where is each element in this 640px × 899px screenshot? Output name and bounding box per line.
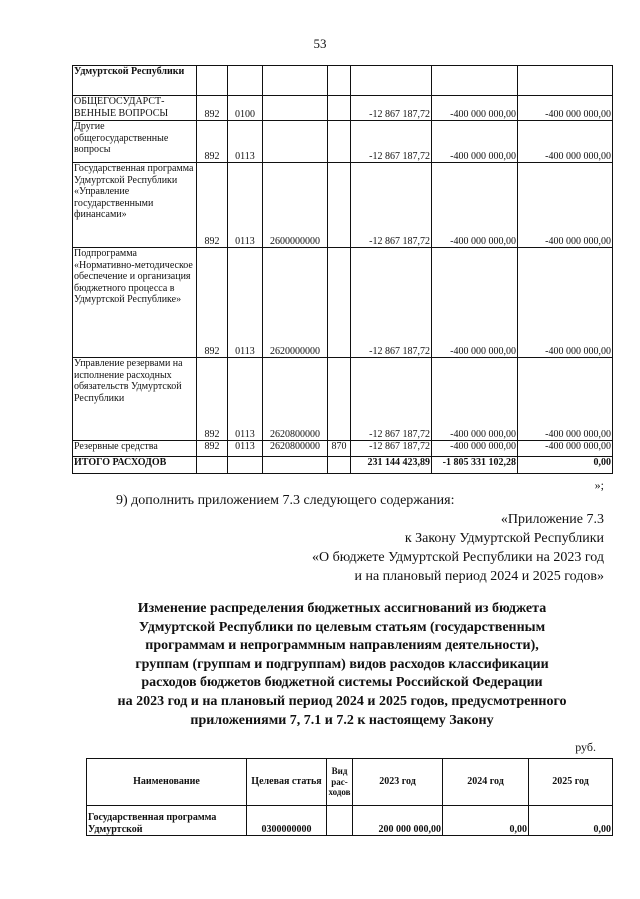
- header-vr: Вид рас-ходов: [327, 759, 353, 806]
- appendix-line: «О бюджете Удмуртской Республики на 2023 год: [311, 550, 604, 565]
- appendix-line: и на плановый период 2024 и 2025 годов»: [354, 569, 604, 584]
- csr-cell: 0300000000: [247, 806, 327, 836]
- y2024-cell: -400 000 000,00: [432, 163, 518, 248]
- csr-cell: 2620800000: [263, 358, 328, 441]
- y2024-cell: -400 000 000,00: [432, 121, 518, 163]
- appendix-line: «Приложение 7.3: [500, 512, 604, 527]
- csr-cell: [263, 66, 328, 96]
- table-row: [73, 441, 613, 457]
- document-heading: [72, 600, 612, 730]
- y2024-cell: -400 000 000,00: [432, 358, 518, 441]
- table-row: [73, 163, 613, 248]
- y2023-cell: 200 000 000,00: [353, 806, 443, 836]
- ved-cell: 892: [197, 96, 228, 121]
- header-csr: Целевая статья: [247, 759, 327, 806]
- y2025-cell: -400 000 000,00: [518, 121, 613, 163]
- csr-cell: 2620800000: [263, 441, 328, 457]
- empty-cell: [328, 457, 351, 474]
- header-name: Наименование: [87, 759, 247, 806]
- total-row: [73, 457, 613, 474]
- csr-cell: [263, 96, 328, 121]
- heading-line: Изменение распределения бюджетных ассигнований из бюджета: [137, 601, 547, 616]
- y2024-cell: -400 000 000,00: [432, 441, 518, 457]
- csr-cell: 2600000000: [263, 163, 328, 248]
- rz-cell: 0113: [228, 441, 263, 457]
- ved-cell: 892: [197, 121, 228, 163]
- vr-cell: [328, 96, 351, 121]
- y2025-cell: -400 000 000,00: [518, 163, 613, 248]
- vr-cell: [328, 121, 351, 163]
- header-2023: 2023 год: [353, 759, 443, 806]
- y2024-cell: [432, 66, 518, 96]
- heading-line: программам и непрограммным направлениям деятельности),: [145, 638, 539, 654]
- vr-cell: 870: [328, 441, 351, 457]
- y2024-cell: -400 000 000,00: [432, 96, 518, 121]
- row-name: Подпрограмма «Нормативно-методическое обеспечение и организация бюджетного процесса в Удмуртской Республике»: [73, 248, 197, 358]
- y2023-cell: -12 867 187,72: [351, 358, 432, 441]
- table-row: [73, 96, 613, 121]
- y2024-cell: -400 000 000,00: [432, 248, 518, 358]
- csr-cell: 2620000000: [263, 248, 328, 358]
- ved-cell: 892: [197, 163, 228, 248]
- table-row: [87, 806, 613, 836]
- y2023-cell: -12 867 187,72: [351, 163, 432, 248]
- rz-cell: 0113: [228, 121, 263, 163]
- y2023-cell: -12 867 187,72: [351, 121, 432, 163]
- table-row: [73, 66, 613, 96]
- heading-line: на 2023 год и на плановый период 2024 и 2025 годов, предусмотренного: [117, 693, 567, 709]
- heading-line: Удмуртской Республики по целевым статьям (государственным: [138, 619, 546, 635]
- csr-cell: [263, 121, 328, 163]
- y2025-cell: 0,00: [529, 806, 613, 836]
- ved-cell: 892: [197, 248, 228, 358]
- row-name: Управление резервами на исполнение расходных обязательств Удмуртской Республики: [73, 358, 197, 441]
- instruction-text: 9) дополнить приложением 7.3 следующего содержания:: [116, 493, 455, 508]
- y2025-cell: -400 000 000,00: [518, 96, 613, 121]
- rz-cell: 0100: [228, 96, 263, 121]
- empty-cell: [263, 457, 328, 474]
- y2025-cell: -400 000 000,00: [518, 248, 613, 358]
- row-name: ОБЩЕГОСУДАРСТ-ВЕННЫЕ ВОПРОСЫ: [73, 96, 197, 121]
- vr-cell: [328, 248, 351, 358]
- rz-cell: 0113: [228, 163, 263, 248]
- closing-mark: »;: [594, 478, 604, 492]
- total-2025: 0,00: [518, 457, 613, 474]
- vr-cell: [328, 163, 351, 248]
- empty-cell: [197, 457, 228, 474]
- empty-cell: [228, 457, 263, 474]
- vr-cell: [328, 66, 351, 96]
- row-name: Государственная программа Удмуртской Республики «Управление государственными финансами»: [73, 163, 197, 248]
- y2025-cell: [518, 66, 613, 96]
- vr-cell: [327, 806, 353, 836]
- heading-line: группам (группам и подгруппам) видов расходов классификации: [135, 656, 549, 672]
- y2023-cell: -12 867 187,72: [351, 96, 432, 121]
- currency-label: руб.: [575, 740, 596, 754]
- heading-line: приложениями 7, 7.1 и 7.2 к настоящему Закону: [190, 712, 494, 728]
- row-name: Государственная программа Удмуртской: [87, 806, 247, 836]
- y2025-cell: -400 000 000,00: [518, 358, 613, 441]
- page-number: 53: [313, 36, 327, 51]
- ved-cell: 892: [197, 358, 228, 441]
- heading-line: расходов бюджетов бюджетной системы Российской Федерации: [141, 675, 543, 691]
- budget-appendix-table: [86, 758, 613, 836]
- row-name: Другие общегосударственные вопросы: [73, 121, 197, 163]
- table-row: [73, 248, 613, 358]
- ved-cell: 892: [197, 441, 228, 457]
- rz-cell: [228, 66, 263, 96]
- y2023-cell: [351, 66, 432, 96]
- vr-cell: [328, 358, 351, 441]
- ved-cell: [197, 66, 228, 96]
- rz-cell: 0113: [228, 248, 263, 358]
- row-name: Удмуртской Республики: [73, 66, 197, 96]
- y2025-cell: -400 000 000,00: [518, 441, 613, 457]
- y2024-cell: 0,00: [443, 806, 529, 836]
- appendix-line: к Закону Удмуртской Республики: [404, 531, 604, 546]
- header-2025: 2025 год: [529, 759, 613, 806]
- y2023-cell: -12 867 187,72: [351, 441, 432, 457]
- y2023-cell: -12 867 187,72: [351, 248, 432, 358]
- appendix-reference: [312, 510, 604, 586]
- header-2024: 2024 год: [443, 759, 529, 806]
- row-name: Резервные средства: [73, 441, 197, 457]
- rz-cell: 0113: [228, 358, 263, 441]
- total-label: ИТОГО РАСХОДОВ: [73, 457, 197, 474]
- table-row: [73, 121, 613, 163]
- table-header-row: [87, 759, 613, 806]
- total-2023: 231 144 423,89: [351, 457, 432, 474]
- total-2024: -1 805 331 102,28: [432, 457, 518, 474]
- budget-table-continued: [72, 65, 613, 474]
- table-row: [73, 358, 613, 441]
